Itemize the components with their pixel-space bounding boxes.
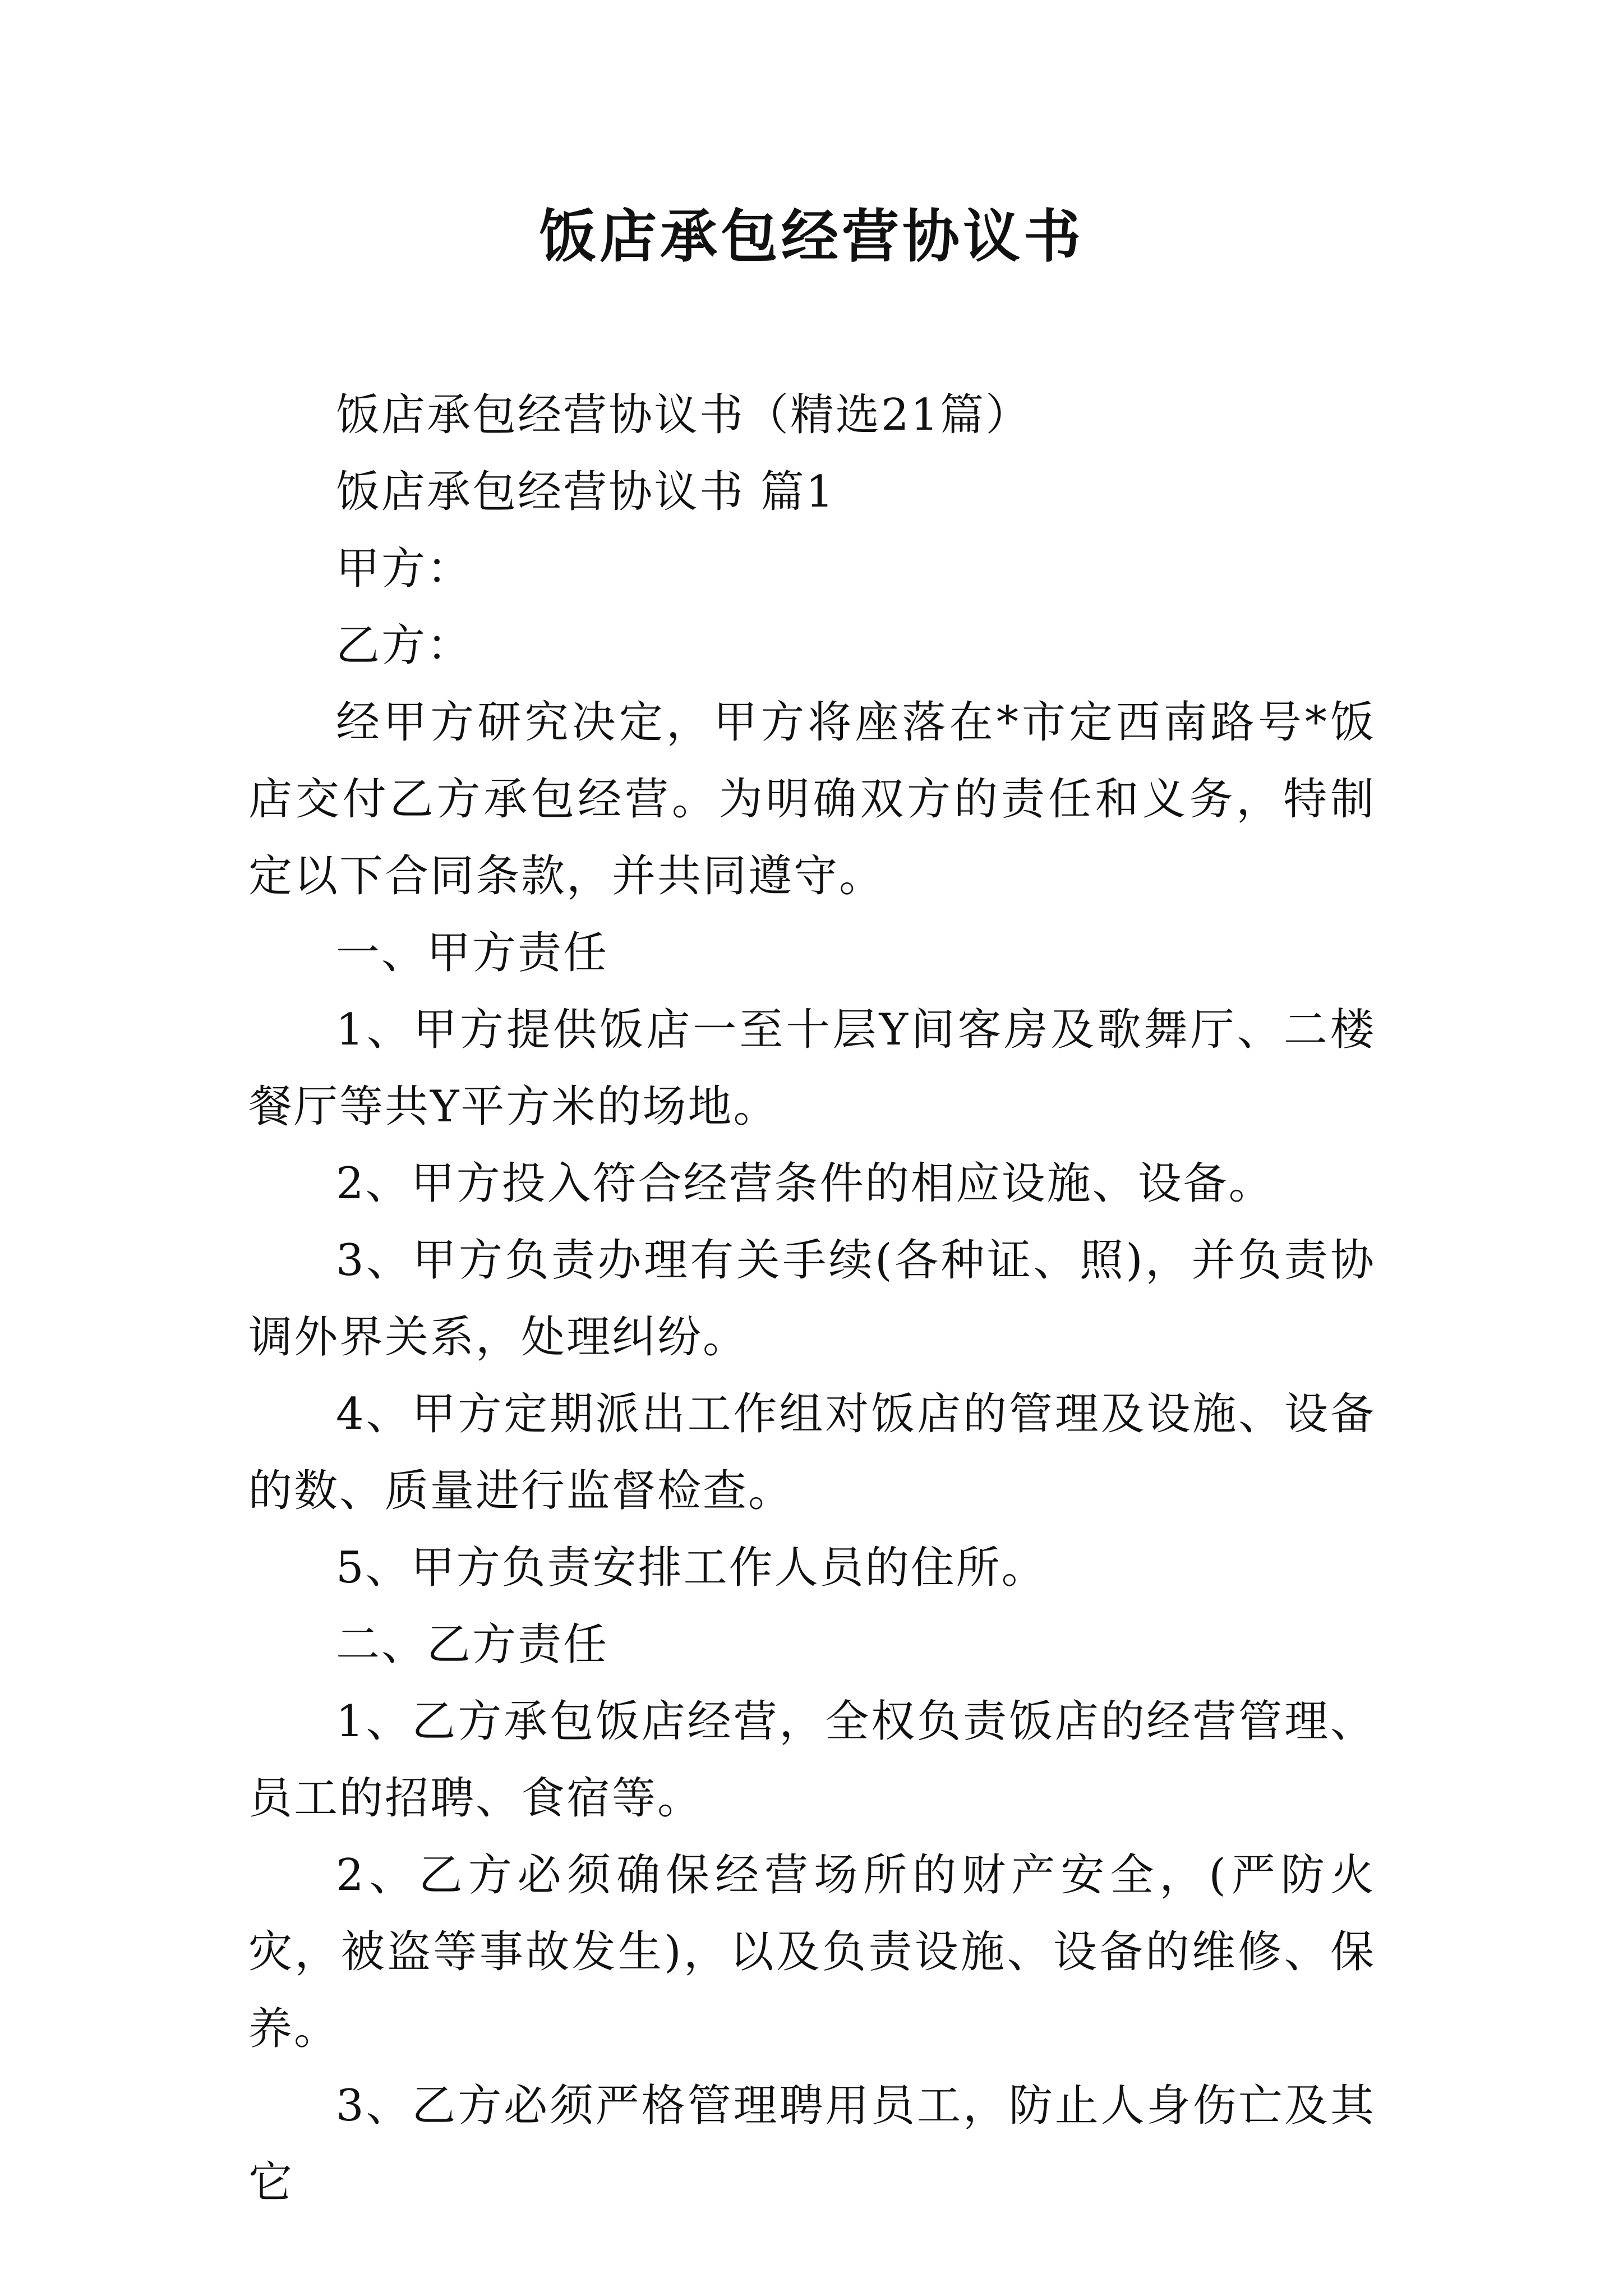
paragraph-a-item-1: 1、甲方提供饭店一至十层Y间客房及歌舞厅、二楼餐厅等共Y平方米的场地。 xyxy=(248,1005,1376,1132)
paragraph-a-item-4: 4、甲方定期派出工作组对饭店的管理及设施、设备的数、质量进行监督检查。 xyxy=(248,1389,1376,1516)
paragraph-a-item-3: 3、甲方负责办理有关手续(各种证、照)，并负责协调外界关系，处理纠纷。 xyxy=(248,1235,1376,1363)
paragraph-subtitle: 饭店承包经营协议书（精选21篇） xyxy=(336,390,1031,440)
paragraph-intro: 经甲方研究决定，甲方将座落在*市定西南路号*饭店交付乙方承包经营。为明确双方的责任和义务，特制定以下合同条款，并共同遵守。 xyxy=(248,697,1376,901)
paragraph-section-heading: 饭店承包经营协议书 篇1 xyxy=(336,467,836,517)
paragraph-b-item-3: 3、乙方必须严格管理聘用员工，防止人身伤亡及其它 xyxy=(248,2081,1376,2208)
paragraph-a-item-5: 5、甲方负责安排工作人员的住所。 xyxy=(336,1543,1047,1593)
paragraph-a-item-2: 2、甲方投入符合经营条件的相应设施、设备。 xyxy=(336,1158,1274,1209)
document-body xyxy=(248,377,1376,2221)
paragraph-b-item-2: 2、乙方必须确保经营场所的财产安全，(严防火灾，被盗等事故发生)，以及负责设施、设备的维修、保养。 xyxy=(248,1850,1376,2054)
paragraph-party-a: 甲方： xyxy=(336,544,473,594)
paragraph-heading-party-a-duties: 一、甲方责任 xyxy=(336,928,609,978)
paragraph-party-b: 乙方： xyxy=(336,620,473,671)
paragraph-heading-party-b-duties: 二、乙方责任 xyxy=(336,1619,609,1670)
paragraph-b-item-1: 1、乙方承包饭店经营，全权负责饭店的经营管理、员工的招聘、食宿等。 xyxy=(248,1696,1376,1824)
document-title: 饭店承包经营协议书 xyxy=(539,203,1084,270)
